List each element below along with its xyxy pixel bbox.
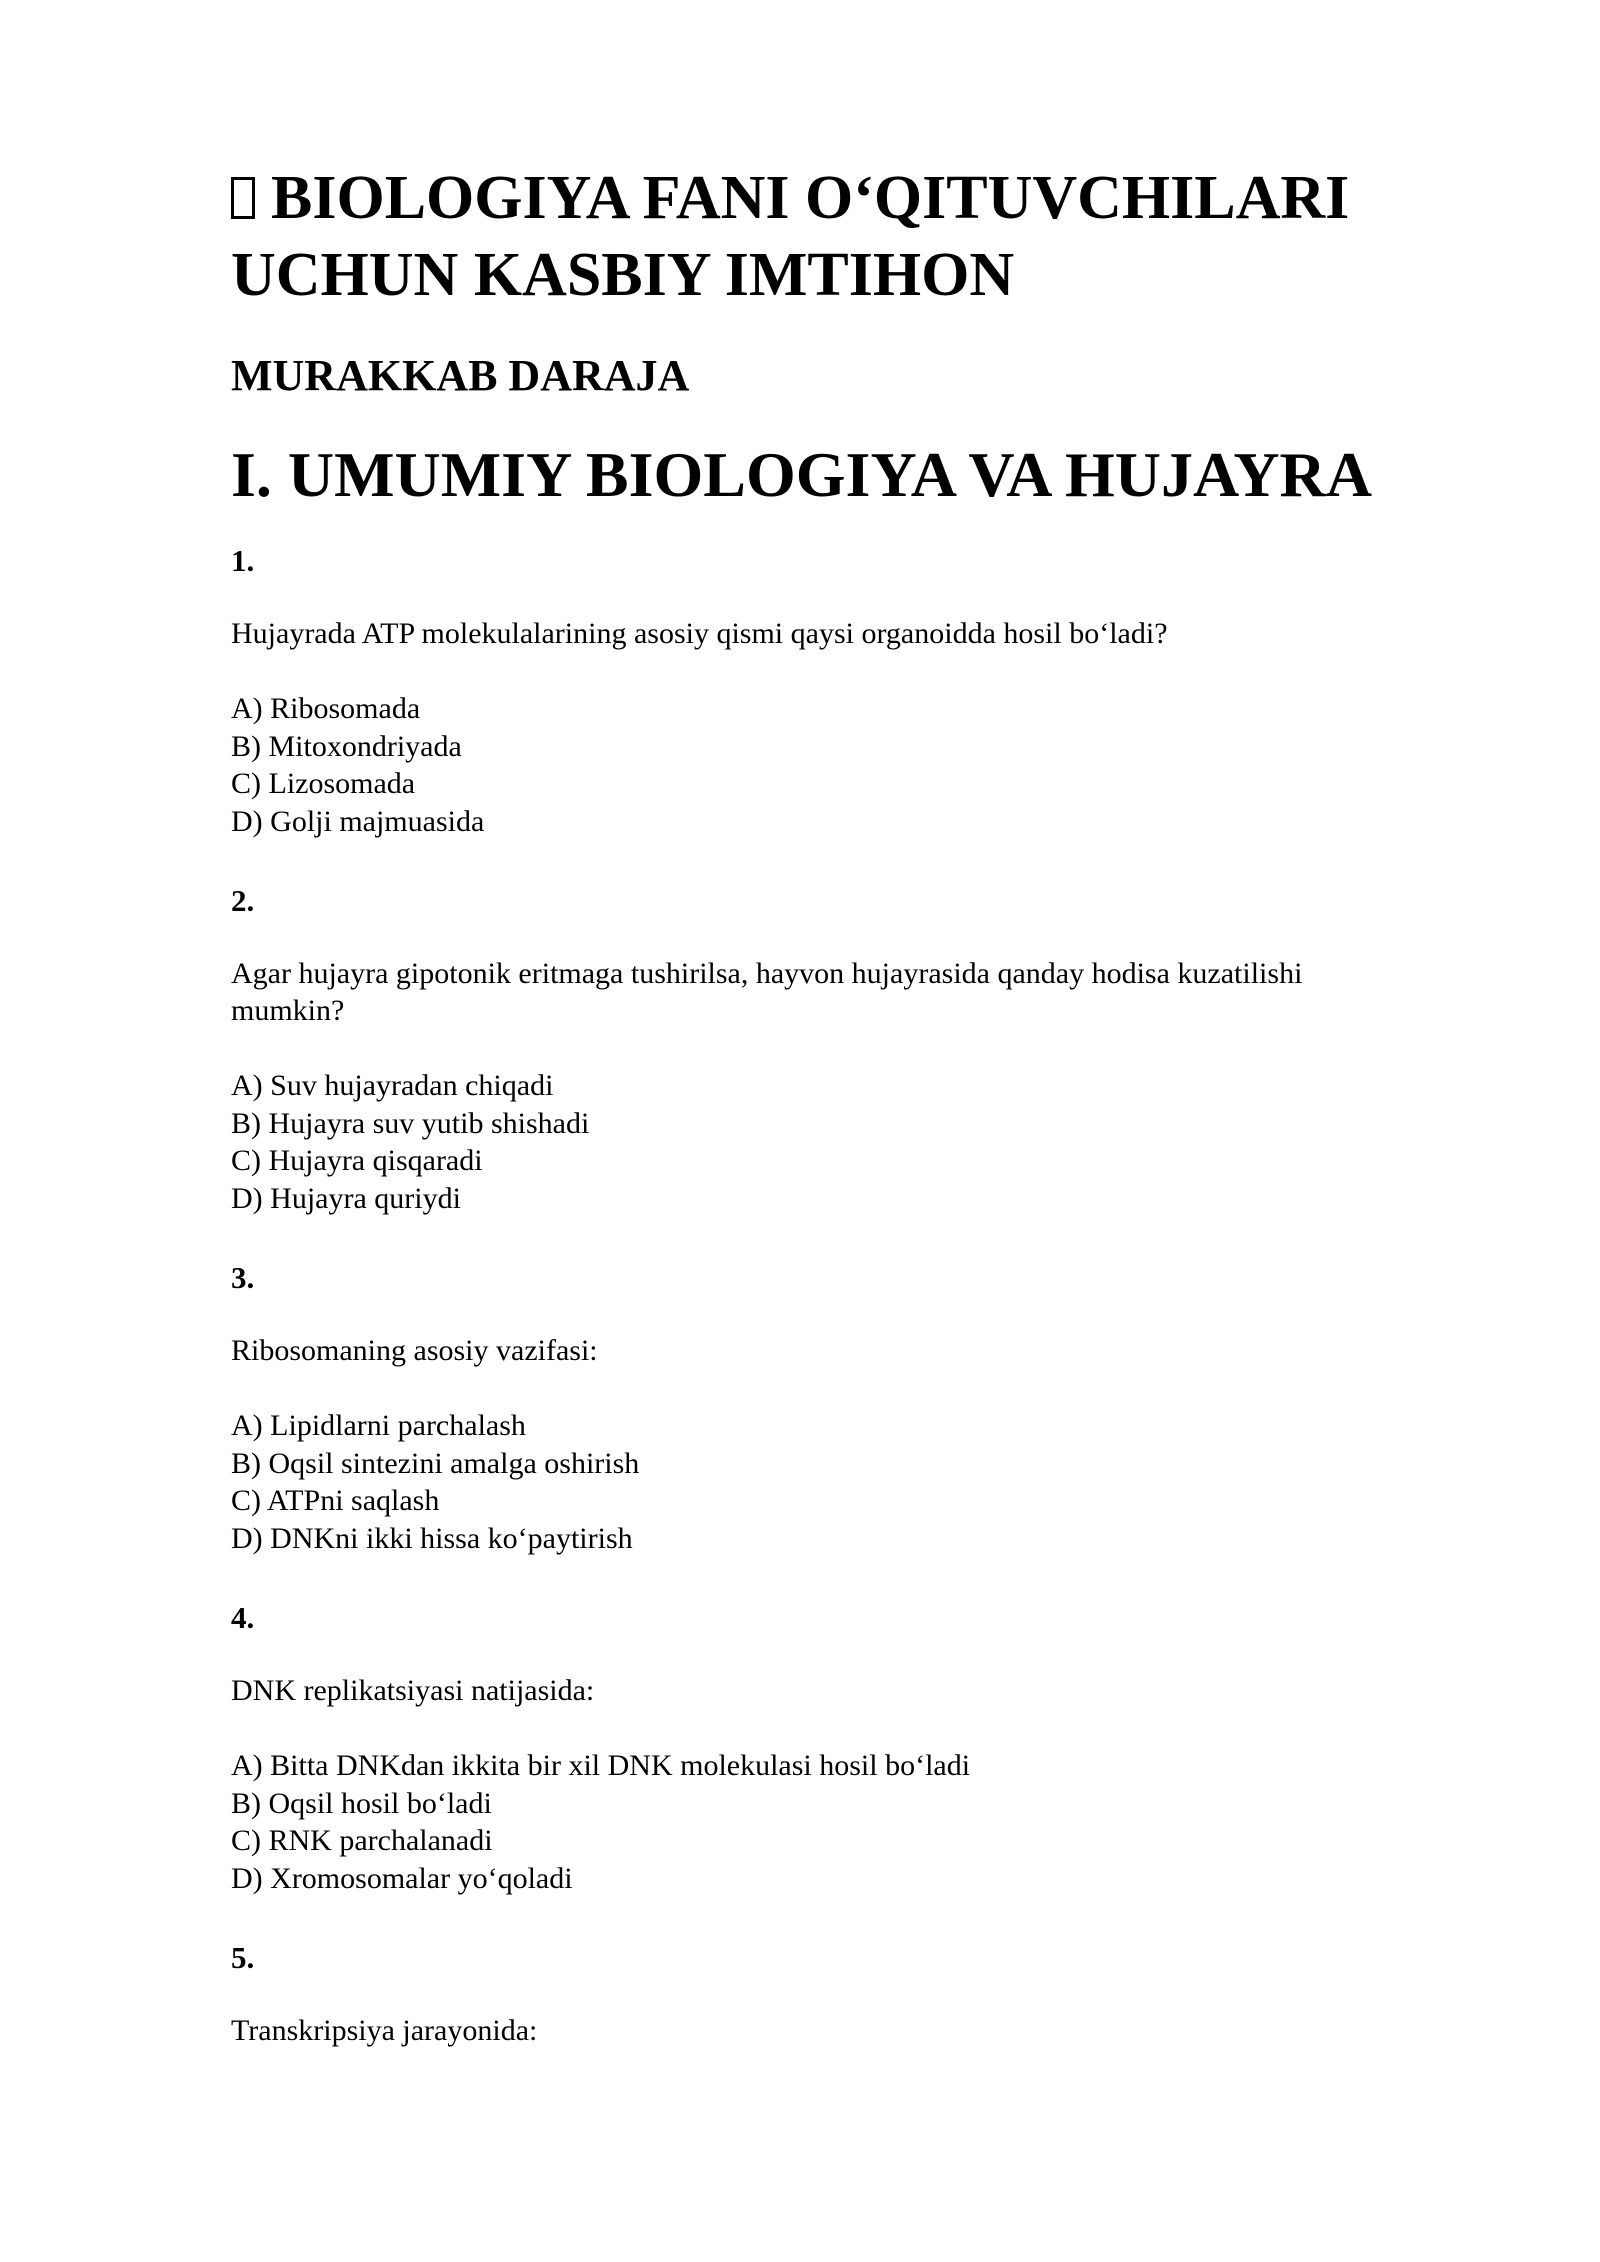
answer-option: B) Oqsil sintezini amalga oshirish bbox=[231, 1446, 640, 1480]
document-title-text: BIOLOGIYA FANI O‘QITUVCHILARI UCHUN KASBIY IMTIHON bbox=[231, 164, 1350, 309]
answer-option: A) Ribosomada bbox=[231, 692, 421, 725]
question-text: Agar hujayra gipotonik eritmaga tushirilsa, hayvon hujayrasida qanday hodisa kuzatilishi mumkin? bbox=[231, 957, 1303, 1027]
answer-options bbox=[231, 1747, 1411, 1897]
answer-option: D) Golji majmuasida bbox=[231, 804, 485, 838]
exam-document bbox=[231, 160, 1411, 2049]
question-4 bbox=[231, 1598, 1411, 1897]
answer-option: C) Hujayra qisqaradi bbox=[231, 1144, 483, 1177]
answer-option: C) RNK parchalanadi bbox=[231, 1824, 493, 1857]
question-number: 3. bbox=[231, 1260, 255, 1295]
question-number: 5. bbox=[231, 1940, 255, 1975]
answer-option: C) ATPni saqlash bbox=[231, 1484, 440, 1517]
question-text: Transkripsiya jarayonida: bbox=[231, 2014, 538, 2047]
answer-option: A) Lipidlarni parchalash bbox=[231, 1409, 526, 1442]
unrendered-glyph-icon bbox=[231, 177, 255, 219]
answer-option: D) Xromosomalar yo‘qoladi bbox=[231, 1861, 573, 1895]
question-5 bbox=[231, 1938, 1411, 2049]
question-3 bbox=[231, 1258, 1411, 1557]
document-subtitle: MURAKKAB DARAJA bbox=[231, 351, 690, 400]
question-list bbox=[231, 541, 1411, 2049]
answer-option: A) Bitta DNKdan ikkita bir xil DNK molekulasi hosil bo‘ladi bbox=[231, 1749, 971, 1782]
question-text: DNK replikatsiyasi natijasida: bbox=[231, 1674, 595, 1707]
answer-options bbox=[231, 1407, 1411, 1557]
question-2 bbox=[231, 881, 1411, 1217]
question-number: 2. bbox=[231, 883, 255, 918]
answer-option: B) Hujayra suv yutib shishadi bbox=[231, 1106, 590, 1140]
answer-option: D) DNKni ikki hissa ko‘paytirish bbox=[231, 1521, 633, 1555]
question-1 bbox=[231, 541, 1411, 840]
answer-option: B) Oqsil hosil bo‘ladi bbox=[231, 1786, 492, 1820]
document-title bbox=[231, 160, 1411, 314]
question-number: 4. bbox=[231, 1600, 255, 1635]
question-number: 1. bbox=[231, 543, 255, 578]
answer-options bbox=[231, 690, 1411, 840]
answer-option: D) Hujayra quriydi bbox=[231, 1181, 461, 1215]
question-text: Hujayrada ATP molekulalarining asosiy qismi qaysi organoidda hosil bo‘ladi? bbox=[231, 617, 1168, 650]
question-text: Ribosomaning asosiy vazifasi: bbox=[231, 1334, 598, 1367]
answer-option: C) Lizosomada bbox=[231, 767, 416, 800]
answer-option: B) Mitoxondriyada bbox=[231, 729, 462, 763]
answer-options bbox=[231, 1067, 1411, 1217]
section-heading: I. UMUMIY BIOLOGIYA VA HUJAYRA bbox=[231, 439, 1372, 510]
answer-option: A) Suv hujayradan chiqadi bbox=[231, 1069, 554, 1102]
